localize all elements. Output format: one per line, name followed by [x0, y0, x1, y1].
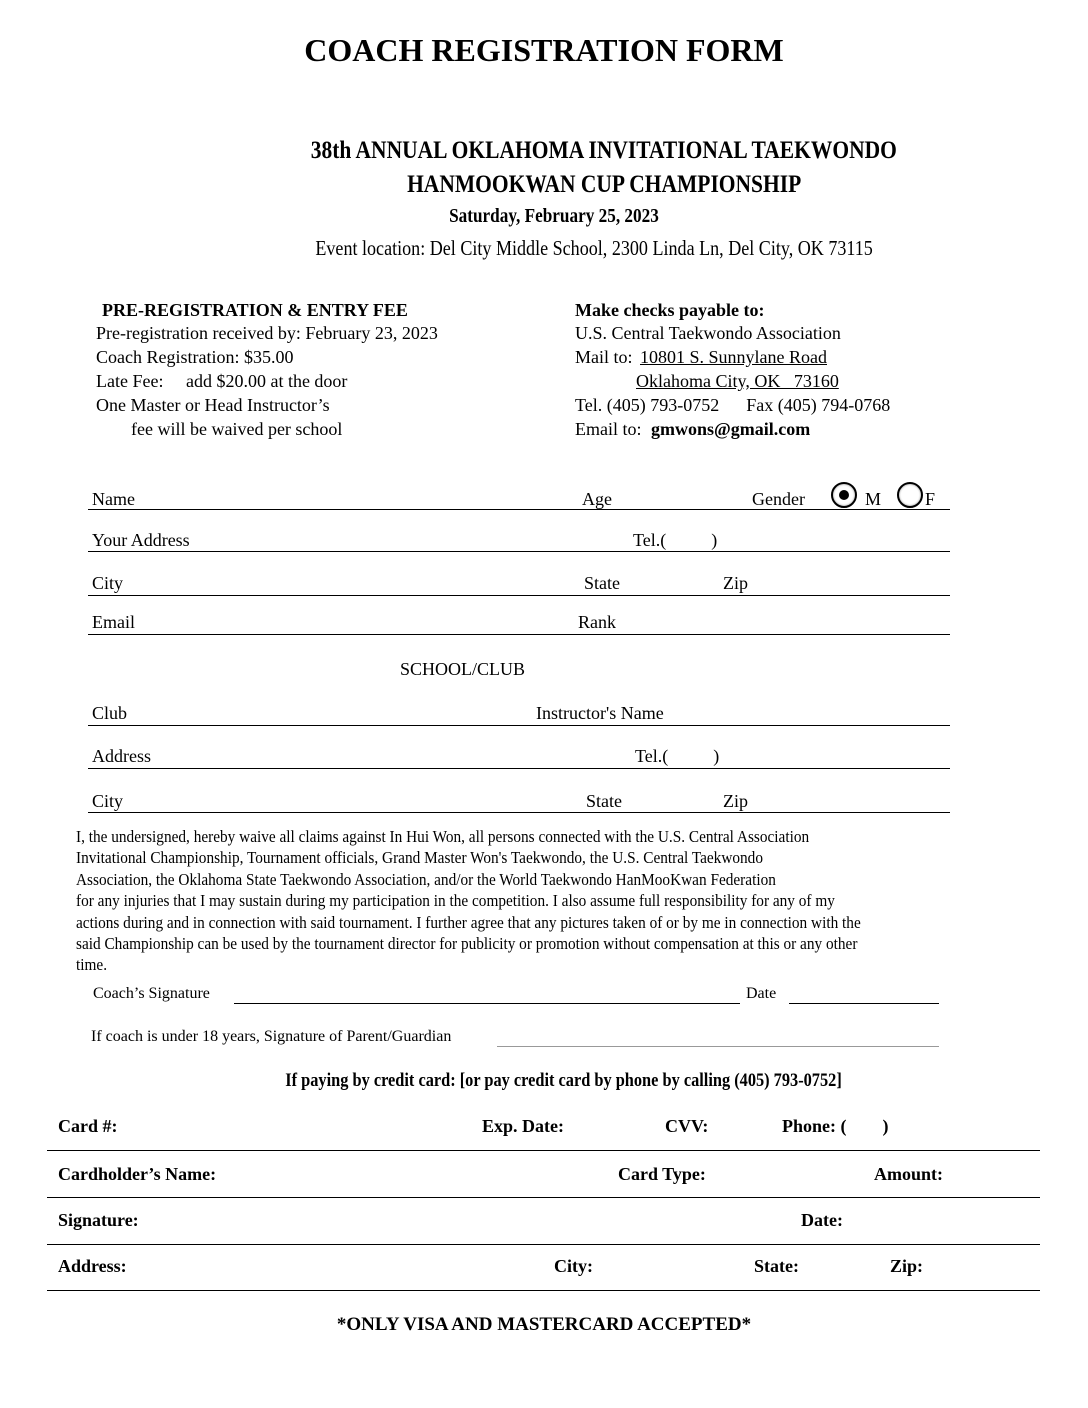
- exp-date-label: Exp. Date:: [482, 1116, 564, 1136]
- zip-label: Zip: [723, 573, 748, 593]
- waiver-line: time.: [76, 955, 108, 975]
- fees-line: One Master or Head Instructor’s: [96, 395, 330, 415]
- billing-state-label: State:: [754, 1256, 799, 1276]
- school-city-line[interactable]: [88, 812, 950, 813]
- form-title: COACH REGISTRATION FORM: [304, 32, 784, 68]
- female-label: F: [925, 489, 936, 509]
- billing-address-label: Address:: [58, 1256, 127, 1276]
- event-title-2: HANMOOKWAN CUP CHAMPIONSHIP: [406, 171, 802, 198]
- coach-signature-label: Coach’s Signature: [93, 985, 210, 1002]
- school-tel-label: Tel.( ): [635, 746, 720, 766]
- phone-fax: Tel. (405) 793-0752 Fax (405) 794-0768: [575, 395, 891, 415]
- instructor-label: Instructor's Name: [536, 703, 664, 723]
- age-label: Age: [582, 489, 612, 509]
- city-field-line[interactable]: [88, 595, 950, 596]
- name-label: Name: [92, 489, 135, 509]
- waiver-line: for any injuries that I may sustain during my participation in the competition. I also assume full responsibility for any of my: [76, 891, 835, 911]
- guardian-signature-label: If coach is under 18 years, Signature of Parent/Guardian: [91, 1028, 452, 1045]
- billing-zip-label: Zip:: [890, 1256, 924, 1276]
- card-row-line[interactable]: [47, 1150, 1040, 1151]
- gender-female-radio[interactable]: [897, 482, 923, 508]
- waiver-line: actions during and in connection with said tournament. I further agree that any pictures taken of or by me in connection with the: [76, 912, 861, 932]
- card-signature-label: Signature:: [58, 1210, 139, 1230]
- city-label: City: [92, 573, 124, 593]
- address-label: Your Address: [92, 530, 190, 550]
- gender-label: Gender: [752, 489, 805, 509]
- fees-line: fee will be waived per school: [131, 419, 343, 439]
- guardian-signature-line[interactable]: [497, 1046, 939, 1047]
- waiver-line: I, the undersigned, hereby waive all claims against In Hui Won, all persons connected with the U.S. Central Association: [76, 827, 810, 846]
- radio-selected-dot: [839, 490, 849, 500]
- school-address-label: Address: [92, 746, 151, 766]
- gender-male-radio[interactable]: [831, 482, 857, 508]
- cvv-label: CVV:: [665, 1116, 709, 1136]
- tel-label: Tel.( ): [633, 530, 718, 550]
- cardholder-label: Cardholder’s Name:: [58, 1164, 217, 1184]
- billing-row-line[interactable]: [47, 1290, 1040, 1291]
- payable-heading: Make checks payable to:: [575, 300, 765, 320]
- accepted-cards-note: *ONLY VISA AND MASTERCARD ACCEPTED*: [336, 1314, 752, 1335]
- email-field-line[interactable]: [88, 634, 950, 635]
- school-zip-label: Zip: [723, 791, 748, 811]
- fees-heading: PRE-REGISTRATION & ENTRY FEE: [102, 300, 408, 320]
- fees-line: Late Fee: add $20.00 at the door: [96, 371, 348, 391]
- card-phone-label: Phone: ( ): [782, 1116, 889, 1136]
- state-label: State: [584, 573, 620, 593]
- email-field-label: Email: [92, 612, 135, 632]
- mail-address-1: 10801 S. Sunnylane Road: [640, 347, 827, 367]
- event-date: Saturday, February 25, 2023: [449, 205, 659, 227]
- contact-email[interactable]: gmwons@gmail.com: [651, 419, 811, 439]
- club-field-line[interactable]: [88, 725, 950, 726]
- mail-label: Mail to:: [575, 347, 633, 367]
- fees-line: Coach Registration: $35.00: [96, 347, 294, 367]
- waiver-line: Association, the Oklahoma State Taekwondo Association, and/or the World Taekwondo HanMooKwan Federation: [76, 869, 776, 889]
- waiver-text: [76, 826, 1026, 976]
- credit-card-heading: If paying by credit card: [or pay credit card by phone by calling (405) 793-0752]: [285, 1070, 843, 1091]
- billing-city-label: City:: [554, 1256, 593, 1276]
- amount-label: Amount:: [874, 1164, 944, 1184]
- payee: U.S. Central Taekwondo Association: [575, 323, 841, 343]
- name-field-line[interactable]: [88, 509, 950, 510]
- school-address-line[interactable]: [88, 768, 950, 769]
- card-signature-row-line[interactable]: [47, 1244, 1040, 1245]
- mail-address-2: Oklahoma City, OK 73160: [636, 371, 839, 391]
- rank-label: Rank: [578, 612, 616, 632]
- event-location: Event location: Del City Middle School, 2300 Linda Ln, Del City, OK 73115: [315, 236, 873, 260]
- card-type-label: Card Type:: [618, 1164, 706, 1184]
- card-date-label: Date:: [801, 1210, 843, 1230]
- cardholder-row-line[interactable]: [47, 1197, 1040, 1198]
- male-label: M: [865, 489, 882, 509]
- card-number-label: Card #:: [58, 1116, 118, 1136]
- waiver-line: said Championship can be used by the tournament director for publicity or promotion without compensation at this or any other: [76, 934, 858, 954]
- signature-date-label: Date: [746, 985, 777, 1002]
- fees-line: Pre-registration received by: February 23, 2023: [96, 323, 438, 343]
- school-city-label: City: [92, 791, 124, 811]
- school-state-label: State: [586, 791, 622, 811]
- coach-signature-line[interactable]: [234, 1003, 740, 1004]
- waiver-line: Invitational Championship, Tournament officials, Grand Master Won's Taekwondo, the U.S. Central Taekwondo: [76, 848, 763, 868]
- signature-date-line[interactable]: [789, 1003, 939, 1004]
- email-label: Email to:: [575, 419, 642, 439]
- address-field-line[interactable]: [88, 551, 950, 552]
- club-label: Club: [92, 703, 128, 723]
- event-title-1: 38th ANNUAL OKLAHOMA INVITATIONAL TAEKWONDO: [310, 137, 898, 164]
- school-heading: SCHOOL/CLUB: [400, 659, 526, 679]
